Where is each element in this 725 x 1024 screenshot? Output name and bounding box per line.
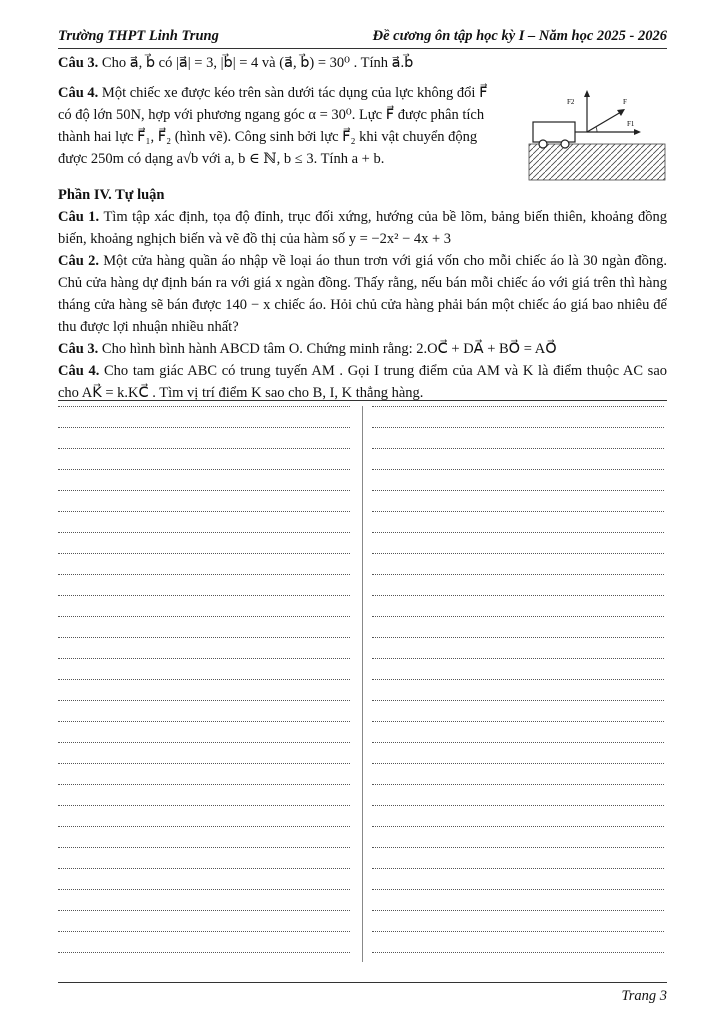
answer-line <box>372 910 664 911</box>
page-header <box>58 28 667 48</box>
cart-body <box>533 122 575 142</box>
question-4 <box>58 82 667 182</box>
ground-hatch <box>529 144 665 180</box>
answer-line <box>372 553 664 554</box>
answer-line <box>58 679 350 680</box>
answer-line <box>58 742 350 743</box>
answer-line <box>372 658 664 659</box>
essay-question-2 <box>58 250 667 338</box>
answer-line <box>58 910 350 911</box>
answer-line <box>372 847 664 848</box>
answer-line <box>372 868 664 869</box>
question-4-line-2: có độ lớn 50N, hợp với phương ngang góc α = 30⁰. Lực F⃗ được phân tích <box>58 107 485 123</box>
answer-line <box>58 784 350 785</box>
answer-line <box>58 532 350 533</box>
answer-line <box>372 406 664 407</box>
question-label: Câu 4. <box>58 363 100 379</box>
answer-column-right <box>372 406 664 962</box>
question-label: Câu 2. <box>58 253 99 269</box>
cart-force-figure <box>527 82 667 182</box>
question-label: Câu 1. <box>58 209 100 225</box>
answer-line <box>372 637 664 638</box>
answer-line <box>372 532 664 533</box>
answer-line <box>372 469 664 470</box>
answer-line <box>372 616 664 617</box>
answer-line <box>372 595 664 596</box>
answer-line <box>58 721 350 722</box>
answer-line <box>372 742 664 743</box>
answer-line <box>58 511 350 512</box>
answer-line <box>372 427 664 428</box>
essay-question-1 <box>58 206 667 250</box>
answer-line <box>372 574 664 575</box>
answer-line <box>58 448 350 449</box>
question-text: Cho a⃗, b⃗ có |a⃗| = 3, |b⃗| = 4 và (a⃗, b⃗) = 30⁰ . Tính a⃗.b⃗ <box>101 55 414 71</box>
answer-line <box>58 406 350 407</box>
question-3 <box>58 52 667 74</box>
question-text: Một chiếc xe được kéo trên sàn dưới tác dụng của lực không đổi F⃗ <box>101 85 488 101</box>
answer-line <box>372 679 664 680</box>
answer-line <box>58 658 350 659</box>
answer-line <box>58 490 350 491</box>
answer-line <box>58 553 350 554</box>
essay-question-3 <box>58 338 667 360</box>
cart-wheel <box>539 140 547 148</box>
question-label: Câu 3. <box>58 341 99 357</box>
document-title: Đề cương ôn tập học kỳ I – Năm học 2025 - 2026 <box>372 28 667 44</box>
answer-line <box>372 448 664 449</box>
answer-line <box>372 805 664 806</box>
answer-line <box>58 616 350 617</box>
header-rule <box>58 48 667 49</box>
answer-line <box>372 889 664 890</box>
answer-line <box>372 763 664 764</box>
question-label: Câu 4. <box>58 85 99 101</box>
answer-line <box>372 784 664 785</box>
answer-line <box>58 826 350 827</box>
answer-column-left <box>58 406 350 962</box>
answer-line <box>58 763 350 764</box>
answer-line <box>58 889 350 890</box>
question-text: Một cửa hàng quần áo nhập về loại áo thun trơn với giá vốn cho mỗi chiếc áo là 30 ngàn đồng. Chủ cửa hàng dự định bán ra với giá x ngàn đồng. Thấy rằng, nếu bán mỗi chiếc áo với giá trên thì hàng tháng cửa hàng sẽ bán được 140 − x chiếc áo. Hỏi chủ cửa hàng phải bán một chiếc áo giá bao nhiêu để thu được lợi nhuận nhiều nhất? <box>58 253 668 335</box>
answer-line <box>372 952 664 953</box>
answer-line <box>372 721 664 722</box>
main-content <box>58 52 667 404</box>
label-f1: F1 <box>627 120 635 128</box>
answer-line <box>58 595 350 596</box>
answer-area-top-rule <box>58 400 667 401</box>
answer-line <box>372 931 664 932</box>
answer-line <box>58 805 350 806</box>
essay-question-4 <box>58 360 667 404</box>
answer-line <box>58 469 350 470</box>
answer-line <box>58 952 350 953</box>
answer-line <box>372 511 664 512</box>
column-divider <box>362 406 363 962</box>
part-4-title: Phần IV. Tự luận <box>58 187 165 203</box>
answer-line <box>372 826 664 827</box>
question-4-line-1 <box>58 82 534 104</box>
label-f: F <box>623 98 627 106</box>
school-name: Trường THPT Linh Trung <box>58 28 219 44</box>
question-label: Câu 3. <box>58 55 99 71</box>
answer-line <box>58 931 350 932</box>
answer-line <box>58 574 350 575</box>
question-text: Cho tam giác ABC có trung tuyến AM . Gọi I trung điểm của AM và K là điểm thuộc AC sao cho AK⃗ = k.KC⃗ . Tìm vị trí điểm K sao cho B, I, K thẳng hàng. <box>58 363 668 401</box>
answer-line <box>58 637 350 638</box>
answer-line <box>372 700 664 701</box>
label-f2: F2 <box>567 98 575 106</box>
question-text: Tìm tập xác định, tọa độ đỉnh, trục đối xứng, hướng của bề lõm, bảng biến thiên, khoảng đồng biến, khoảng nghịch biến và vẽ đồ thị của hàm số y = −2x² − 4x + 3 <box>58 209 667 247</box>
question-4-line-3: thành hai lực F⃗₁, F⃗₂ (hình vẽ). Công sinh bởi lực F⃗₂ khi vật chuyển động <box>58 129 478 145</box>
answer-line <box>58 700 350 701</box>
answer-line <box>58 847 350 848</box>
question-4-line-4: được 250m có dạng a√b với a, b ∈ ℕ, b ≤ 3. Tính a + b. <box>58 151 385 167</box>
question-text: Cho hình bình hành ABCD tâm O. Chứng minh rằng: 2.OC⃗ + DA⃗ + BO⃗ = AO⃗ <box>101 341 557 357</box>
answer-line <box>372 490 664 491</box>
cart-wheel <box>561 140 569 148</box>
page-number: Trang 3 <box>621 988 667 1004</box>
answer-area <box>58 406 664 962</box>
footer-rule <box>58 982 667 983</box>
answer-line <box>58 427 350 428</box>
answer-line <box>58 868 350 869</box>
force-f-arrow <box>587 112 621 132</box>
